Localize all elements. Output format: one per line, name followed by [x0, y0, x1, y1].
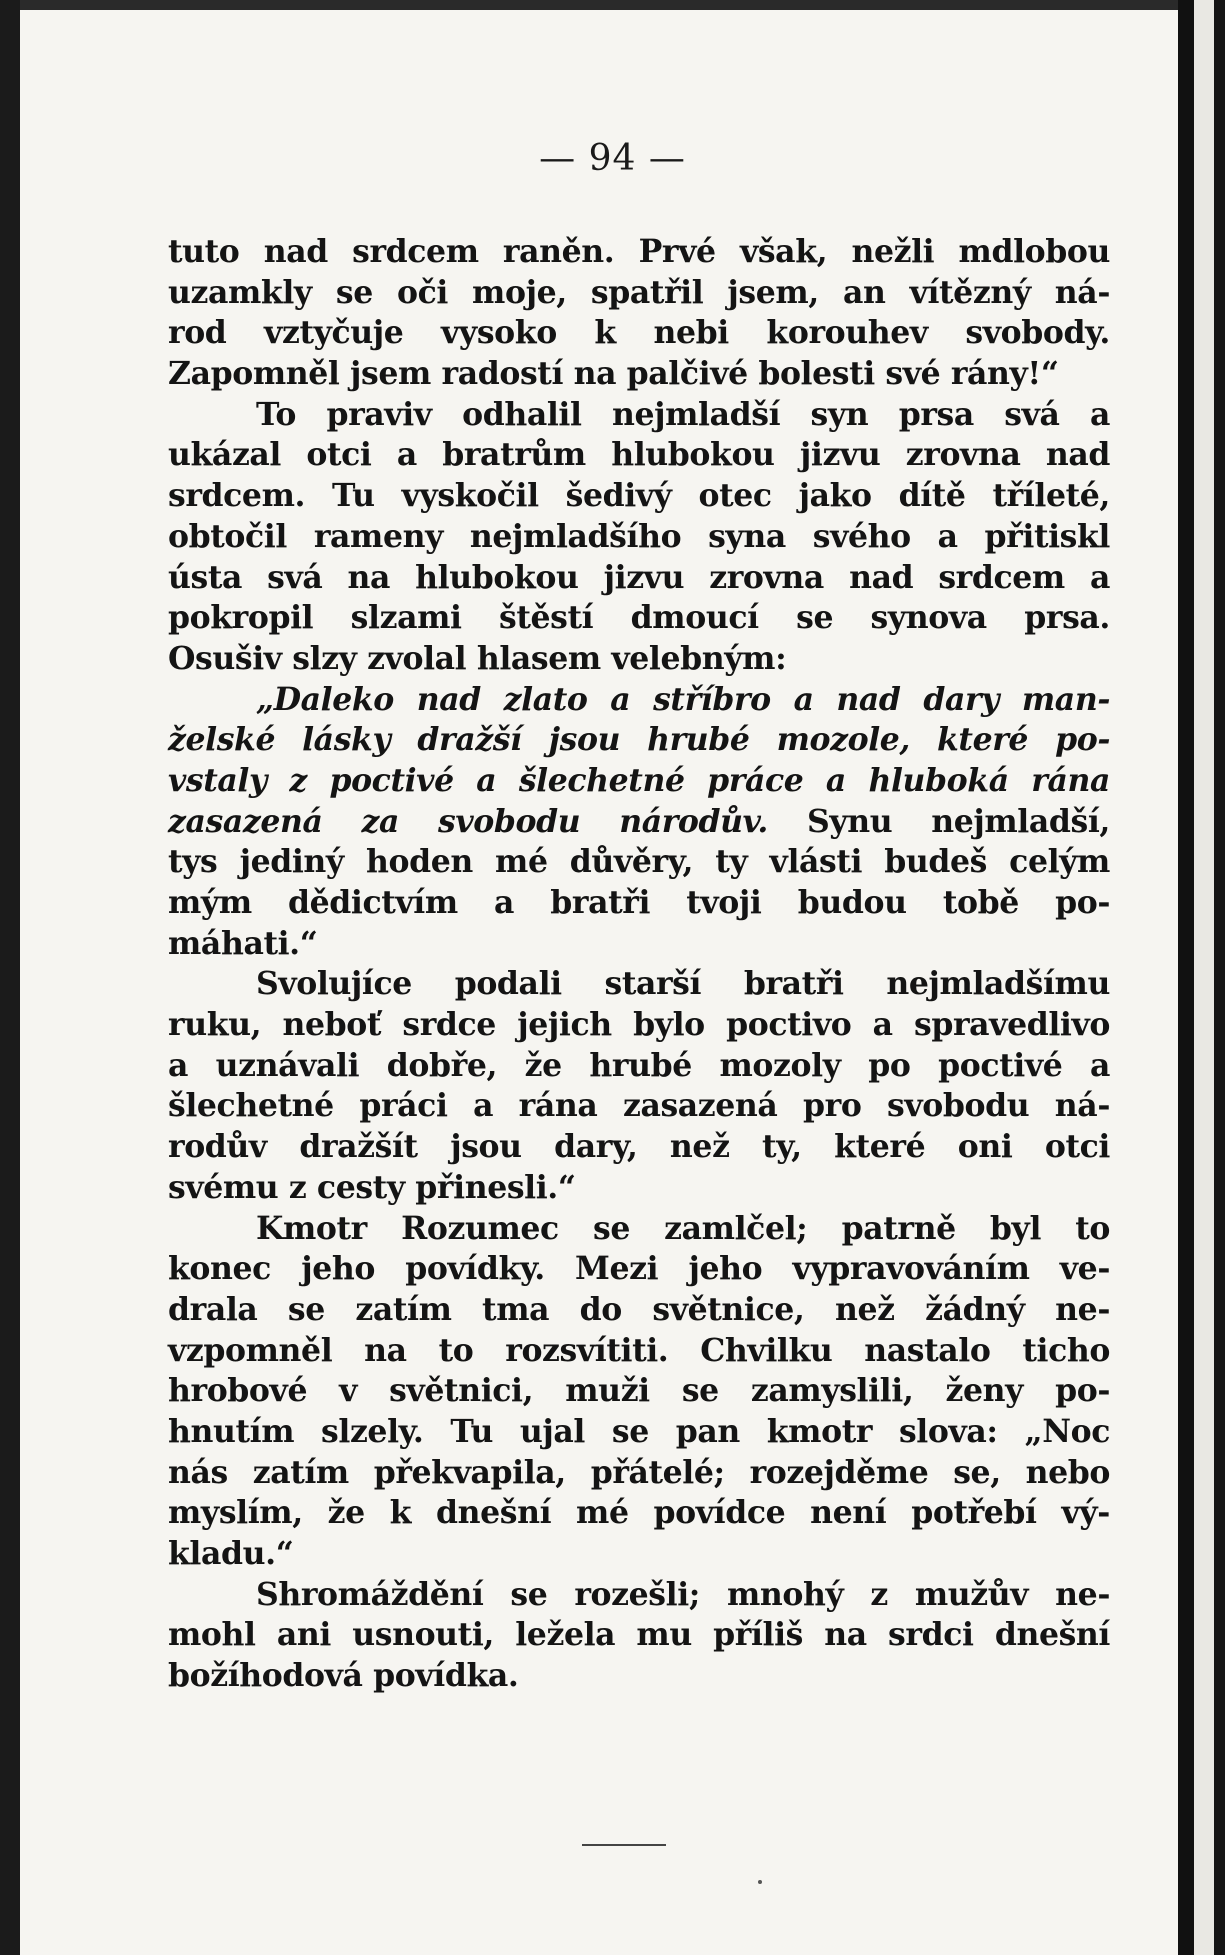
text-line: kladu.“ — [168, 1535, 294, 1572]
text-line: rod vztyčuje vysoko k nebi korouhev svobody. — [168, 314, 1110, 352]
text-line: želské lásky dražší jsou hrubé mozole, které po- — [168, 721, 1110, 759]
text-line: nás zatím překvapila, přátelé; rozejděme se, nebo — [168, 1453, 1110, 1491]
text-line: myslím, že k dnešní mé povídce není potřebí vý- — [168, 1494, 1110, 1532]
scan-top-edge — [0, 0, 1225, 10]
page-number: — 94 — — [539, 138, 686, 179]
text-line: mým dědictvím a bratři tvoji budou tobě po- — [168, 884, 1110, 921]
text-line: hrobové v světnici, muži se zamyslili, ženy po- — [168, 1372, 1110, 1410]
text-line: obtočil rameny nejmladšího syna svého a přitiskl — [168, 517, 1110, 555]
text-line: svému z cesty přinesli.“ — [168, 1168, 576, 1206]
text-line: máhati.“ — [168, 924, 318, 962]
text-line: Osušiv slzy zvolal hlasem velebným: — [168, 639, 787, 677]
text-line: tys jediný hoden mé důvěry, ty vlásti budeš celým — [168, 843, 1110, 881]
text-line: božíhodová povídka. — [168, 1657, 519, 1695]
text-line — [168, 802, 1110, 843]
text-line: a uznávali dobře, že hrubé mozoly po poctivé a — [168, 1046, 1110, 1084]
text-line: Kmotr Rozumec se zamlčel; patrně byl to — [256, 1209, 1110, 1247]
text-line: rodův dražšít jsou dary, než ty, které oni otci — [168, 1128, 1110, 1166]
text-line: „Daleko nad zlato a stříbro a nad dary man- — [256, 680, 1110, 718]
scan-left-edge — [0, 0, 20, 1955]
scan-right-edge — [1214, 0, 1225, 1955]
text-line: Svolujíce podali starší bratři nejmladšímu — [256, 965, 1110, 1003]
text-line: Shromáždění se rozešli; mnohý z mužův ne- — [256, 1575, 1110, 1613]
text-line: vzpomněl na to rozsvítiti. Chvilku nastalo ticho — [168, 1331, 1110, 1369]
text-line: Zapomněl jsem radostí na palčivé bolesti své rány!“ — [168, 355, 1059, 393]
text-line: mohl ani usnouti, ležela mu příliš na srdci dnešní — [168, 1616, 1110, 1654]
text-line: pokropil slzami štěstí dmoucí se synova prsa. — [168, 599, 1110, 637]
text-line: drala se zatím tma do světnice, než žádný ne- — [168, 1290, 1110, 1328]
text-line: srdcem. Tu vyskočil šedivý otec jako dítě tříleté, — [168, 477, 1110, 515]
italic-segment: zasazená za svobodu národův. — [168, 802, 768, 840]
text-line: konec jeho povídky. Mezi jeho vypravováním ve- — [168, 1250, 1110, 1288]
text-line: To praviv odhalil nejmladší syn prsa svá a — [256, 395, 1110, 433]
text-line: vstaly z poctivé a šlechetné práce a hluboká rána — [168, 761, 1110, 799]
regular-segment: Synu nejmladší, — [767, 802, 1110, 840]
text-line: šlechetné práci a rána zasazená pro svobodu ná- — [168, 1087, 1110, 1125]
text-line: hnutím slzely. Tu ujal se pan kmotr slova: „Noc — [168, 1412, 1110, 1450]
text-line: ruku, neboť srdce jejich bylo poctivo a spravedlivo — [168, 1006, 1110, 1044]
scan-right-gutter — [1178, 0, 1194, 1955]
text-line: ukázal otci a bratrům hlubokou jizvu zrovna nad — [168, 436, 1110, 474]
end-rule — [582, 1844, 666, 1846]
print-speck — [758, 1880, 762, 1884]
text-line: ústa svá na hlubokou jizvu zrovna nad srdcem a — [168, 558, 1110, 596]
body-text — [168, 232, 1110, 1697]
text-line: tuto nad srdcem raněn. Prvé však, nežli mdlobou — [168, 233, 1110, 270]
text-line: uzamkly se oči moje, spatřil jsem, an vítězný ná- — [168, 273, 1110, 311]
